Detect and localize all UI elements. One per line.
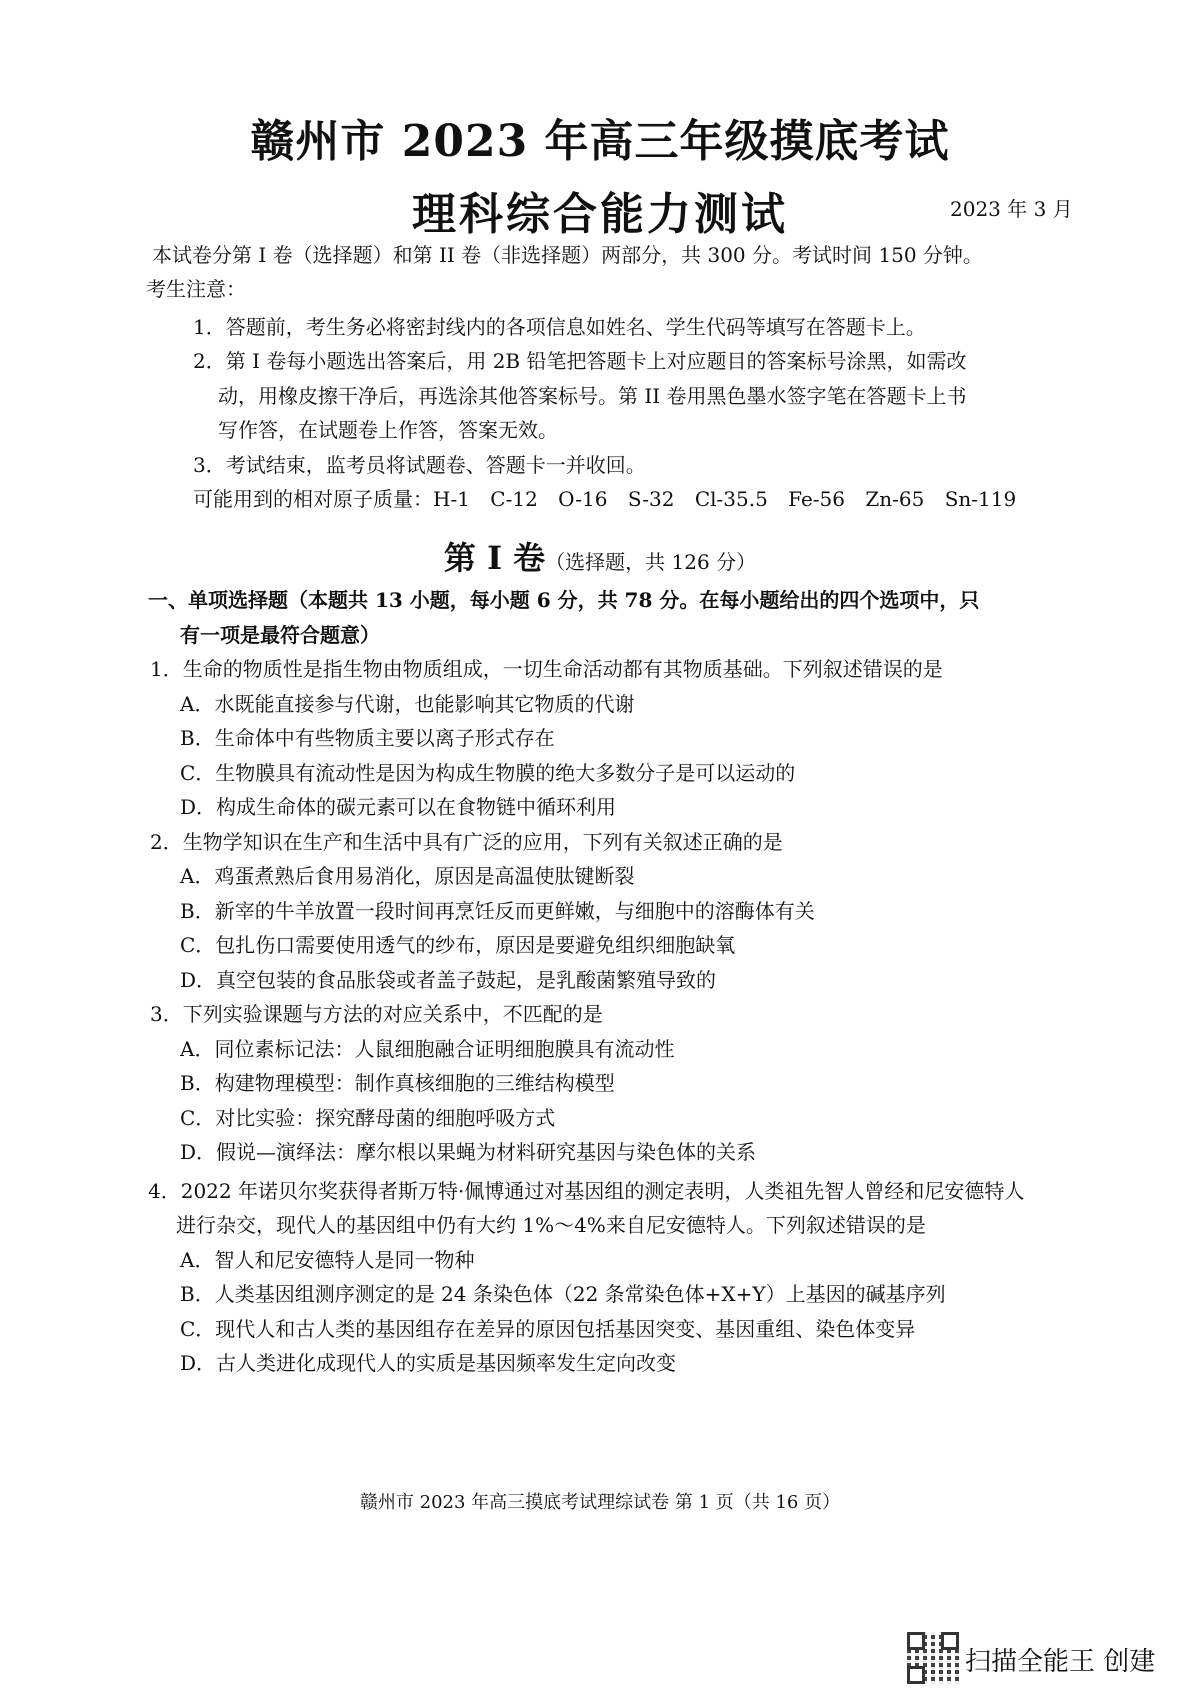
- part-instructions-cont: 有一项是最符合题意）: [180, 623, 380, 647]
- question-option: A．鸡蛋煮熟后食用易消化，原因是高温使肽键断裂: [180, 864, 635, 888]
- question-option: C．对比实验：探究酵母菌的细胞呼吸方式: [180, 1106, 556, 1130]
- question-option: B．人类基因组测序测定的是 24 条染色体（22 条常染色体+X+Y）上基因的碱基序列: [180, 1282, 946, 1306]
- page-footer: 赣州市 2023 年高三摸底考试理综试卷 第 1 页（共 16 页）: [359, 1492, 841, 1513]
- qr-code-icon: [907, 1632, 959, 1684]
- exam-date: 2023 年 3 月: [950, 197, 1073, 221]
- question-option: D．古人类进化成现代人的实质是基因频率发生定向改变: [180, 1351, 677, 1375]
- section-title: 第 I 卷: [443, 539, 546, 577]
- section-subtitle: （选择题，共 126 分）: [545, 550, 757, 574]
- question-stem: 1．生命的物质性是指生物由物质组成，一切生命活动都有其物质基础。下列叙述错误的是: [150, 657, 943, 681]
- notice-item-3: 3．考试结束，监考员将试题卷、答题卡一并收回。: [193, 453, 646, 477]
- scanner-watermark: 扫描全能王 创建: [965, 1647, 1156, 1677]
- atomic-mass-list: 可能用到的相对原子质量：H-1 C-12 O-16 S-32 Cl-35.5 Fe-56 Zn-65 Sn-119: [193, 487, 1017, 511]
- question-option: D．真空包装的食品胀袋或者盖子鼓起，是乳酸菌繁殖导致的: [180, 968, 717, 992]
- question-option: D．构成生命体的碳元素可以在食物链中循环利用: [180, 795, 617, 819]
- question-option: C．包扎伤口需要使用透气的纱布，原因是要避免组织细胞缺氧: [180, 933, 736, 957]
- notice-item-2: 2．第 I 卷每小题选出答案后，用 2B 铅笔把答题卡上对应题目的答案标号涂黑，如需改: [193, 349, 967, 373]
- section-heading: [0, 533, 1200, 579]
- question-stem-cont: 进行杂交，现代人的基因组中仍有大约 1%～4%来自尼安德特人。下列叙述错误的是: [176, 1213, 926, 1237]
- notice-item-2-cont: 动，用橡皮擦干净后，再选涂其他答案标号。第 II 卷用黑色墨水签字笔在答题卡上书: [218, 384, 967, 408]
- notice-label: 考生注意：: [146, 277, 246, 301]
- notice-item-1: 1．答题前，考生务必将密封线内的各项信息如姓名、学生代码等填写在答题卡上。: [193, 315, 926, 339]
- exam-intro: 本试卷分第 I 卷（选择题）和第 II 卷（非选择题）两部分，共 300 分。考试时间 150 分钟。: [152, 243, 983, 267]
- question-stem: 2．生物学知识在生产和生活中具有广泛的应用，下列有关叙述正确的是: [150, 830, 783, 854]
- question-option: C．生物膜具有流动性是因为构成生物膜的绝大多数分子是可以运动的: [180, 761, 796, 785]
- question-stem: 3．下列实验课题与方法的对应关系中，不匹配的是: [150, 1002, 603, 1026]
- question-option: A．同位素标记法：人鼠细胞融合证明细胞膜具有流动性: [180, 1037, 675, 1061]
- question-option: B．新宰的牛羊放置一段时间再烹饪反而更鲜嫩，与细胞中的溶酶体有关: [180, 899, 815, 923]
- question-option: C．现代人和古人类的基因组存在差异的原因包括基因突变、基因重组、染色体变异: [180, 1317, 916, 1341]
- notice-item-2-cont: 写作答，在试题卷上作答，答案无效。: [218, 418, 558, 442]
- question-option: A．水既能直接参与代谢，也能影响其它物质的代谢: [180, 692, 635, 716]
- part-instructions: 一、单项选择题（本题共 13 小题，每小题 6 分，共 78 分。在每小题给出的四个选项中，只: [148, 588, 980, 612]
- question-option: B．构建物理模型：制作真核细胞的三维结构模型: [180, 1071, 615, 1095]
- exam-subject-title: 理科综合能力测试: [412, 189, 788, 240]
- question-option: A．智人和尼安德特人是同一物种: [180, 1248, 475, 1272]
- question-option: D．假说—演绎法：摩尔根以果蝇为材料研究基因与染色体的关系: [180, 1140, 757, 1164]
- exam-title: 赣州市 2023 年高三年级摸底考试: [250, 116, 950, 167]
- question-stem: 4．2022 年诺贝尔奖获得者斯万特·佩博通过对基因组的测定表明，人类祖先智人曾经和尼安德特人: [148, 1179, 1025, 1203]
- question-option: B．生命体中有些物质主要以离子形式存在: [180, 726, 555, 750]
